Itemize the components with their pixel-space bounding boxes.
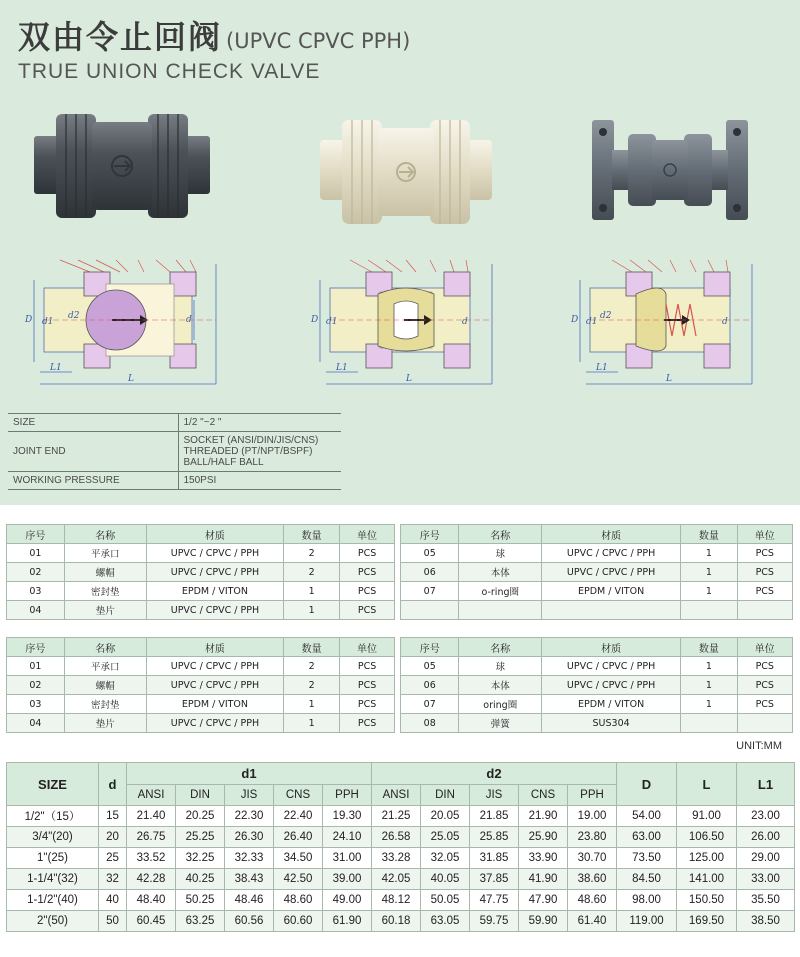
dims-cell: 60.45 [127, 911, 176, 932]
label-D: D [25, 315, 33, 325]
dims-cell: 19.00 [568, 806, 617, 827]
dims-cell: 169.50 [677, 911, 737, 932]
dims-cell: 37.85 [470, 869, 519, 890]
parts-cell: 06 [401, 676, 459, 695]
dims-header-d2: d2 [372, 763, 617, 785]
dims-cell: 26.00 [737, 827, 795, 848]
dims-subheader-cell: JIS [225, 785, 274, 806]
parts-cell: 1 [284, 601, 340, 620]
parts-row [7, 544, 395, 563]
dims-cell: 20.05 [421, 806, 470, 827]
parts-cell: EPDM / VITON [146, 695, 284, 714]
parts-cell [459, 601, 542, 620]
parts-cell: o-ring圈 [459, 582, 542, 601]
parts-header-row [7, 638, 395, 657]
dims-cell: 40.05 [421, 869, 470, 890]
parts-cell: 1 [681, 657, 737, 676]
parts-row [7, 676, 395, 695]
parts-header-cell: 序号 [401, 638, 459, 657]
svg-text:d1: d1 [586, 317, 598, 327]
dims-cell: 119.00 [617, 911, 677, 932]
parts-header-cell: 材质 [146, 525, 284, 544]
parts-cell: 01 [7, 657, 65, 676]
dims-cell: 25.05 [421, 827, 470, 848]
dims-cell: 40 [99, 890, 127, 911]
parts-header-cell: 序号 [401, 525, 459, 544]
parts-cell: 05 [401, 544, 459, 563]
dims-subheader-cell: DIN [176, 785, 225, 806]
svg-text:L1: L1 [336, 363, 348, 373]
parts-cell: 04 [7, 714, 65, 733]
parts-header-row [7, 525, 395, 544]
dims-cell: 47.90 [519, 890, 568, 911]
parts-cell [681, 714, 737, 733]
parts-cell: 07 [401, 695, 459, 714]
parts-cell: 1 [681, 563, 737, 582]
dims-cell: 42.05 [372, 869, 421, 890]
parts-cell [401, 601, 459, 620]
parts-header-cell: 单位 [737, 525, 792, 544]
dims-cell: 48.40 [127, 890, 176, 911]
dims-cell: 47.75 [470, 890, 519, 911]
parts-row [401, 657, 793, 676]
dims-cell: 33.28 [372, 848, 421, 869]
parts-cell: 2 [284, 657, 340, 676]
dims-cell: 1-1/2"(40) [7, 890, 99, 911]
svg-text:L: L [666, 374, 672, 384]
parts-cell: 平承口 [64, 544, 146, 563]
dims-cell: 19.30 [323, 806, 372, 827]
dims-row [7, 890, 795, 911]
parts-row [401, 544, 793, 563]
parts-cell: 1 [681, 582, 737, 601]
dims-cell: 48.60 [274, 890, 323, 911]
dims-cell: 49.00 [323, 890, 372, 911]
svg-text:L: L [406, 374, 412, 384]
parts-row [401, 601, 793, 620]
dims-cell: 59.90 [519, 911, 568, 932]
parts-cell: PCS [340, 563, 395, 582]
parts-row [7, 657, 395, 676]
parts-cell: 02 [7, 676, 65, 695]
dims-cell: 150.50 [677, 890, 737, 911]
dims-cell: 48.12 [372, 890, 421, 911]
parts-cell [737, 601, 792, 620]
dims-cell: 141.00 [677, 869, 737, 890]
parts-cell: 本体 [459, 676, 542, 695]
beige-pph-valve-photo [318, 114, 494, 232]
parts-cell: 04 [7, 601, 65, 620]
dims-row [7, 806, 795, 827]
dims-cell: 61.90 [323, 911, 372, 932]
dims-cell: 54.00 [617, 806, 677, 827]
svg-text:D: D [571, 315, 579, 325]
dims-cell: 21.40 [127, 806, 176, 827]
spec-row-joint: JOINT END SOCKET (ANSI/DIN/JIS/CNS) THREADED (PT/NPT/BSPF) BALL/HALF BALL [8, 432, 341, 472]
dims-subheader-cell: PPH [568, 785, 617, 806]
parts-cell: UPVC / CPVC / PPH [146, 676, 284, 695]
parts-cell: 弹簧 [459, 714, 542, 733]
parts-row [7, 714, 395, 733]
parts-cell: 垫片 [64, 601, 146, 620]
dims-cell: 31.85 [470, 848, 519, 869]
flanged-valve-photo [590, 118, 750, 222]
parts-header-cell: 名称 [459, 638, 542, 657]
parts-header-cell: 单位 [340, 638, 395, 657]
dims-subheader-cell: ANSI [127, 785, 176, 806]
parts-header-cell: 序号 [7, 638, 65, 657]
parts-row [7, 582, 395, 601]
dims-cell: 33.52 [127, 848, 176, 869]
dims-subheader-cell: JIS [470, 785, 519, 806]
parts-cell: UPVC / CPVC / PPH [542, 657, 681, 676]
dims-header-size: SIZE [7, 763, 99, 806]
label-d: d [186, 315, 192, 325]
title-materials: (UPVC CPVC PPH) [226, 29, 411, 53]
dims-cell: 1"(25) [7, 848, 99, 869]
parts-header-cell: 数量 [284, 638, 340, 657]
spec-row-size: SIZE 1/2 "~2 " [8, 414, 341, 432]
parts-cell: 07 [401, 582, 459, 601]
dims-cell: 22.40 [274, 806, 323, 827]
parts-cell: 球 [459, 657, 542, 676]
parts-header-cell: 名称 [64, 638, 146, 657]
parts-cell: PCS [340, 544, 395, 563]
parts-cell: 05 [401, 657, 459, 676]
parts-cell: 球 [459, 544, 542, 563]
grey-pvc-valve-photo [32, 108, 212, 226]
parts-header-cell: 数量 [284, 525, 340, 544]
dims-cell: 26.40 [274, 827, 323, 848]
dims-cell: 23.80 [568, 827, 617, 848]
svg-text:L1: L1 [596, 363, 608, 373]
dims-cell: 25.85 [470, 827, 519, 848]
dims-cell: 24.10 [323, 827, 372, 848]
dims-cell: 26.30 [225, 827, 274, 848]
label-L1: L1 [50, 363, 62, 373]
dims-cell: 60.56 [225, 911, 274, 932]
dims-cell: 125.00 [677, 848, 737, 869]
dims-cell: 21.25 [372, 806, 421, 827]
parts-table-2-right [400, 637, 793, 733]
dims-cell: 32.25 [176, 848, 225, 869]
dims-subheader-cell: CNS [519, 785, 568, 806]
dims-cell: 1-1/4"(32) [7, 869, 99, 890]
parts-header-cell: 数量 [681, 638, 737, 657]
parts-cell: UPVC / CPVC / PPH [542, 563, 681, 582]
parts-cell: PCS [737, 544, 792, 563]
dims-cell: 48.60 [568, 890, 617, 911]
dims-cell: 25.25 [176, 827, 225, 848]
dims-cell: 20.25 [176, 806, 225, 827]
parts-table-1-right [400, 524, 793, 620]
parts-cell: PCS [340, 676, 395, 695]
parts-cell: PCS [340, 714, 395, 733]
dims-cell: 63.05 [421, 911, 470, 932]
parts-cell: PCS [340, 695, 395, 714]
parts-cell [681, 601, 737, 620]
dims-cell: 1/2"（15） [7, 806, 99, 827]
dims-cell: 98.00 [617, 890, 677, 911]
parts-header-cell: 名称 [459, 525, 542, 544]
dims-cell: 15 [99, 806, 127, 827]
title-chinese: 双由令止回阀 (UPVC CPVC PPH) [18, 18, 411, 56]
dims-cell: 22.30 [225, 806, 274, 827]
parts-cell: 1 [284, 582, 340, 601]
svg-text:d1: d1 [326, 317, 338, 327]
dims-cell: 35.50 [737, 890, 795, 911]
parts-row [401, 695, 793, 714]
parts-header-cell: 材质 [146, 638, 284, 657]
dims-header-d1: d1 [127, 763, 372, 785]
parts-table-1-left [6, 524, 395, 620]
parts-cell: PCS [737, 582, 792, 601]
dims-cell: 29.00 [737, 848, 795, 869]
label-L: L [128, 374, 134, 384]
parts-cell: UPVC / CPVC / PPH [542, 676, 681, 695]
parts-cell: UPVC / CPVC / PPH [542, 544, 681, 563]
dims-cell: 38.60 [568, 869, 617, 890]
parts-row [7, 563, 395, 582]
parts-cell: PCS [340, 601, 395, 620]
dims-cell: 38.50 [737, 911, 795, 932]
parts-row [401, 563, 793, 582]
dims-cell: 32.33 [225, 848, 274, 869]
dims-cell: 38.43 [225, 869, 274, 890]
parts-cell: PCS [340, 582, 395, 601]
parts-cell: 1 [284, 714, 340, 733]
dims-cell: 60.18 [372, 911, 421, 932]
parts-cell: 螺帽 [64, 676, 146, 695]
dims-cell: 21.90 [519, 806, 568, 827]
parts-cell: 06 [401, 563, 459, 582]
parts-cell: 密封垫 [64, 695, 146, 714]
dims-header-d: d [99, 763, 127, 806]
dims-cell: 2"(50) [7, 911, 99, 932]
parts-cell: 08 [401, 714, 459, 733]
dims-cell: 20 [99, 827, 127, 848]
parts-cell: EPDM / VITON [542, 582, 681, 601]
parts-cell: PCS [737, 676, 792, 695]
dims-cell: 33.00 [737, 869, 795, 890]
parts-cell: UPVC / CPVC / PPH [146, 657, 284, 676]
dims-cell: 25 [99, 848, 127, 869]
parts-cell: oring圈 [459, 695, 542, 714]
parts-cell: UPVC / CPVC / PPH [146, 714, 284, 733]
parts-cell [737, 714, 792, 733]
dims-cell: 3/4"(20) [7, 827, 99, 848]
parts-row [7, 601, 395, 620]
dims-cell: 33.90 [519, 848, 568, 869]
dims-row [7, 911, 795, 932]
parts-cell: 2 [284, 544, 340, 563]
label-d2: d2 [68, 311, 80, 321]
parts-cell: PCS [340, 657, 395, 676]
svg-text:D: D [311, 315, 319, 325]
dims-cell: 26.75 [127, 827, 176, 848]
parts-row [401, 582, 793, 601]
parts-header-cell: 单位 [340, 525, 395, 544]
parts-cell: 1 [681, 695, 737, 714]
technical-drawing-spring [566, 244, 766, 394]
parts-cell: UPVC / CPVC / PPH [146, 601, 284, 620]
dims-cell: 63.25 [176, 911, 225, 932]
dims-row [7, 827, 795, 848]
dims-subheader-cell: ANSI [372, 785, 421, 806]
parts-cell: UPVC / CPVC / PPH [146, 563, 284, 582]
parts-cell: PCS [737, 563, 792, 582]
parts-row [401, 676, 793, 695]
parts-cell: PCS [737, 657, 792, 676]
label-d1: d1 [42, 317, 54, 327]
parts-row [401, 714, 793, 733]
dims-header-L1: L1 [737, 763, 795, 806]
title-english: TRUE UNION CHECK VALVE [18, 60, 321, 83]
dims-subheader-cell: DIN [421, 785, 470, 806]
dims-cell: 59.75 [470, 911, 519, 932]
dims-cell: 63.00 [617, 827, 677, 848]
dims-cell: 32.05 [421, 848, 470, 869]
dims-cell: 91.00 [677, 806, 737, 827]
svg-text:d: d [462, 317, 468, 327]
parts-cell: 03 [7, 695, 65, 714]
dims-header-row [7, 763, 795, 785]
parts-cell: 垫片 [64, 714, 146, 733]
dims-cell: 31.00 [323, 848, 372, 869]
dims-row [7, 869, 795, 890]
parts-header-row [401, 525, 793, 544]
parts-table-2-left [6, 637, 395, 733]
dims-cell: 42.28 [127, 869, 176, 890]
parts-cell: 平承口 [64, 657, 146, 676]
dims-cell: 42.50 [274, 869, 323, 890]
technical-drawing-ball [20, 244, 240, 394]
svg-text:d: d [722, 317, 728, 327]
dims-cell: 41.90 [519, 869, 568, 890]
dims-cell: 106.50 [677, 827, 737, 848]
parts-header-cell: 材质 [542, 638, 681, 657]
parts-row [7, 695, 395, 714]
parts-cell: SUS304 [542, 714, 681, 733]
dims-cell: 40.25 [176, 869, 225, 890]
parts-cell: EPDM / VITON [542, 695, 681, 714]
dims-cell: 34.50 [274, 848, 323, 869]
parts-cell: 螺帽 [64, 563, 146, 582]
parts-cell: 2 [284, 676, 340, 695]
dims-cell: 23.00 [737, 806, 795, 827]
dims-cell: 26.58 [372, 827, 421, 848]
unit-label: UNIT:MM [736, 740, 782, 752]
dims-cell: 21.85 [470, 806, 519, 827]
dims-cell: 73.50 [617, 848, 677, 869]
spec-table [8, 413, 341, 490]
dimensions-table [6, 762, 795, 932]
dims-subheader-cell: PPH [323, 785, 372, 806]
dims-cell: 32 [99, 869, 127, 890]
dims-cell: 60.60 [274, 911, 323, 932]
parts-cell: 本体 [459, 563, 542, 582]
technical-drawing-half-ball [306, 244, 506, 394]
parts-cell: 1 [681, 544, 737, 563]
dims-cell: 84.50 [617, 869, 677, 890]
parts-cell: 1 [284, 695, 340, 714]
dims-row [7, 848, 795, 869]
parts-header-cell: 数量 [681, 525, 737, 544]
dims-cell: 39.00 [323, 869, 372, 890]
dims-cell: 61.40 [568, 911, 617, 932]
dims-cell: 50 [99, 911, 127, 932]
spec-row-pressure: WORKING PRESSURE 150PSI [8, 472, 341, 490]
parts-cell: 02 [7, 563, 65, 582]
parts-cell: EPDM / VITON [146, 582, 284, 601]
parts-cell: UPVC / CPVC / PPH [146, 544, 284, 563]
parts-cell: 1 [681, 676, 737, 695]
parts-header-cell: 材质 [542, 525, 681, 544]
svg-text:d2: d2 [600, 311, 612, 321]
parts-cell [542, 601, 681, 620]
parts-header-cell: 单位 [737, 638, 792, 657]
dims-header-D: D [617, 763, 677, 806]
dims-cell: 25.90 [519, 827, 568, 848]
dims-cell: 30.70 [568, 848, 617, 869]
parts-cell: 2 [284, 563, 340, 582]
parts-header-cell: 序号 [7, 525, 65, 544]
dims-cell: 50.25 [176, 890, 225, 911]
dims-subheader-cell: CNS [274, 785, 323, 806]
parts-header-cell: 名称 [64, 525, 146, 544]
dims-cell: 50.05 [421, 890, 470, 911]
parts-cell: 03 [7, 582, 65, 601]
parts-header-row [401, 638, 793, 657]
parts-cell: 01 [7, 544, 65, 563]
parts-cell: PCS [737, 695, 792, 714]
dims-header-L: L [677, 763, 737, 806]
dims-cell: 48.46 [225, 890, 274, 911]
parts-cell: 密封垫 [64, 582, 146, 601]
